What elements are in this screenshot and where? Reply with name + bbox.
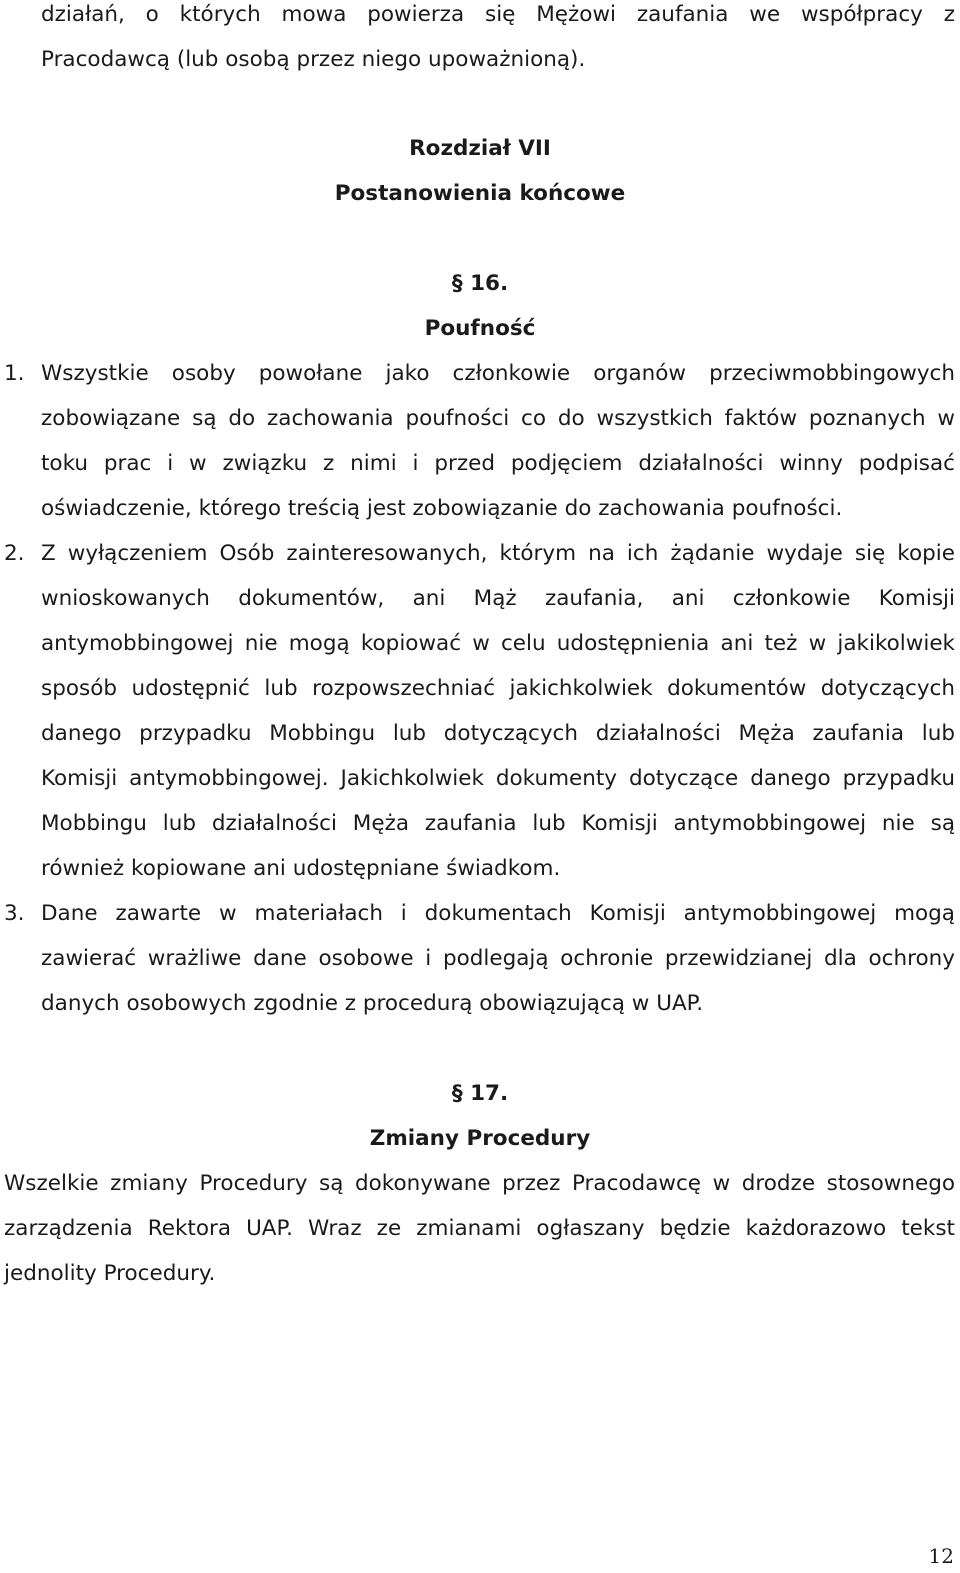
- item-1-line-3: toku prac i w związku z nimi i przed podjęciem działalności winny podpisać: [41, 451, 955, 476]
- section-17-number: § 17.: [451, 1081, 509, 1106]
- item-3-line-2: zawierać wrażliwe dane osobowe i podlegają ochronie przewidzianej dla ochrony: [41, 946, 955, 971]
- item-2-line-6: Komisji antymobbingowej. Jakichkolwiek dokumenty dotyczące danego przypadku: [41, 766, 955, 791]
- intro-line-1: działań, o których mowa powierza się Mężowi zaufania we współpracy z: [41, 2, 955, 27]
- chapter-number: Rozdział VII: [409, 136, 551, 161]
- chapter-title: Postanowienia końcowe: [334, 181, 626, 206]
- section-17-line-2: zarządzenia Rektora UAP. Wraz ze zmianami ogłaszany będzie każdorazowo tekst: [4, 1216, 955, 1241]
- page-number: 12: [928, 1544, 954, 1568]
- item-1-line-2: zobowiązane są do zachowania poufności co do wszystkich faktów poznanych w: [41, 406, 955, 431]
- item-3-number: 3.: [4, 901, 25, 926]
- section-17-line-3: jednolity Procedury.: [4, 1261, 216, 1286]
- item-2-line-7: Mobbingu lub działalności Męża zaufania lub Komisji antymobbingowej nie są: [41, 811, 955, 836]
- item-1-line-4: oświadczenie, którego treścią jest zobowiązanie do zachowania poufności.: [41, 496, 843, 521]
- item-2-line-8: również kopiowane ani udostępniane świadkom.: [41, 856, 561, 881]
- item-3-line-3: danych osobowych zgodnie z procedurą obowiązującą w UAP.: [41, 991, 704, 1016]
- section-16-number: § 16.: [451, 271, 509, 296]
- item-1-line-1: Wszystkie osoby powołane jako członkowie organów przeciwmobbingowych: [41, 361, 955, 386]
- item-2-line-2: wnioskowanych dokumentów, ani Mąż zaufania, ani członkowie Komisji: [41, 586, 955, 611]
- item-2-number: 2.: [4, 541, 25, 566]
- section-17-line-1: Wszelkie zmiany Procedury są dokonywane przez Pracodawcę w drodze stosownego: [4, 1171, 955, 1196]
- item-1-number: 1.: [4, 361, 25, 386]
- intro-line-2: Pracodawcą (lub osobą przez niego upoważnioną).: [41, 47, 586, 72]
- item-2-line-1: Z wyłączeniem Osób zainteresowanych, którym na ich żądanie wydaje się kopie: [41, 541, 955, 566]
- item-2-line-4: sposób udostępnić lub rozpowszechniać jakichkolwiek dokumentów dotyczących: [41, 676, 955, 701]
- section-16-title: Poufność: [424, 316, 536, 341]
- item-2-line-3: antymobbingowej nie mogą kopiować w celu udostępnienia ani też w jakikolwiek: [41, 631, 955, 656]
- item-2-line-5: danego przypadku Mobbingu lub dotyczących działalności Męża zaufania lub: [41, 721, 955, 746]
- section-17-title: Zmiany Procedury: [369, 1126, 591, 1151]
- item-3-line-1: Dane zawarte w materiałach i dokumentach Komisji antymobbingowej mogą: [41, 901, 955, 926]
